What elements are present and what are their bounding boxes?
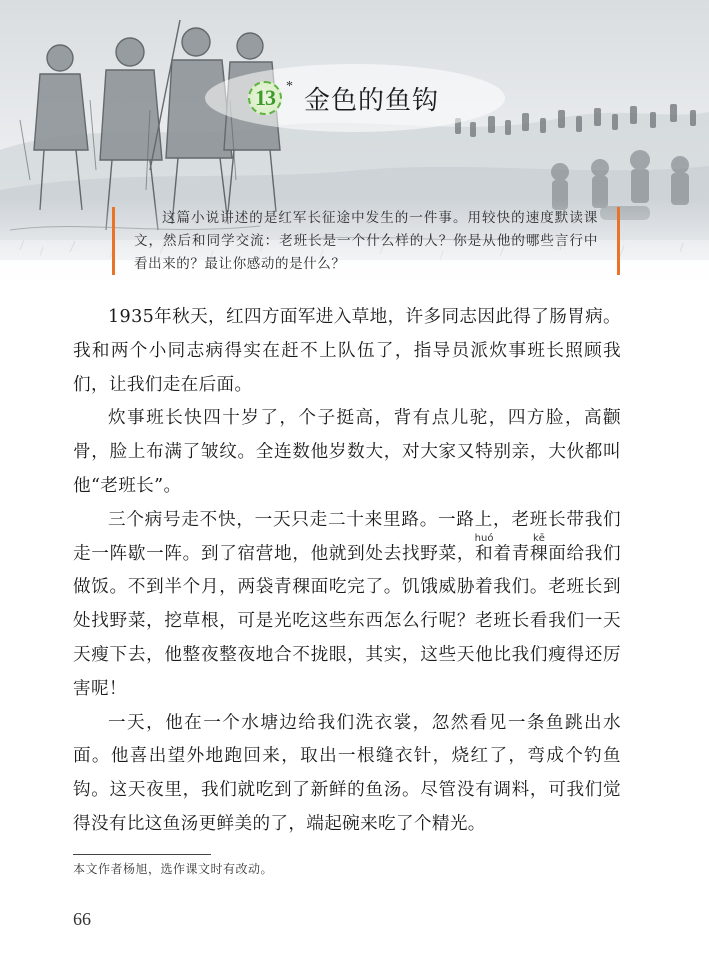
- lesson-number: 13: [255, 85, 275, 110]
- paragraph-3-part-3: 面给我们做饭。不到半个月，两袋青稞面吃完了。饥饿威胁着我们。老班长到处找野菜，挖草根，可是光吃这些东西怎么行呢？老班长看我们一天天瘦下去，他整夜整夜地合不拢眼，其实，这些天他比我们瘦得还厉害呢！: [73, 543, 621, 699]
- paragraph-4: 一天，他在一个水塘边给我们洗衣裳，忽然看见一条鱼跳出水面。他喜出望外地跑回来，取出一根缝衣针，烧红了，弯成个钓鱼钩。这天夜里，我们就吃到了新鲜的鱼汤。尽管没有调料，可我们觉得没有比这鱼汤更鲜美的了，端起碗来吃了个精光。: [73, 712, 621, 834]
- pinyin-huo: huó: [474, 532, 494, 544]
- reading-prompt: [112, 207, 620, 277]
- paragraph-1: 1935年秋天，红四方面军进入草地，许多同志因此得了肠胃病。我和两个小同志病得实在赶不上队伍了，指导员派炊事班长照顾我们，让我们走在后面。: [73, 307, 621, 395]
- prompt-right-bar: [617, 207, 620, 275]
- lesson-header: [248, 78, 439, 118]
- paragraph-3: [73, 504, 621, 707]
- lesson-number-badge: [248, 79, 293, 115]
- lesson-title: 金色的鱼钩: [304, 85, 440, 116]
- paragraph-2: 炊事班长快四十岁了，个子挺高，背有点儿驼，四方脸，高颧骨，脸上布满了皱纹。全连数他岁数大，对大家又特别亲，大伙都叫他“老班长”。: [73, 408, 621, 496]
- footnote-divider: [73, 854, 211, 855]
- self-study-marker: *: [286, 79, 293, 94]
- pinyin-ke: kē: [529, 532, 548, 544]
- paragraph-3-part-1: 三个病号走不快，一天只走二十来里路。一路上，老班长带我们走一阵歇一阵。到了宿营地，他就到处去找野菜，: [73, 509, 621, 564]
- prompt-left-bar: [112, 207, 115, 275]
- paragraph-3-part-2: 着青: [493, 543, 530, 564]
- page-number: 66: [73, 909, 91, 929]
- ruby-ke: 稞kē: [529, 532, 549, 564]
- story-body: [73, 301, 621, 842]
- footnote: 本文作者杨旭，选作课文时有改动。: [73, 862, 274, 876]
- ruby-huo: 和huó: [474, 532, 494, 564]
- prompt-text: 这篇小说讲述的是红军长征途中发生的一件事。用较快的速度默读课文，然后和同学交流：老班长是一个什么样的人？你是从他的哪些言行中看出来的？最让你感动的是什么？: [134, 210, 598, 272]
